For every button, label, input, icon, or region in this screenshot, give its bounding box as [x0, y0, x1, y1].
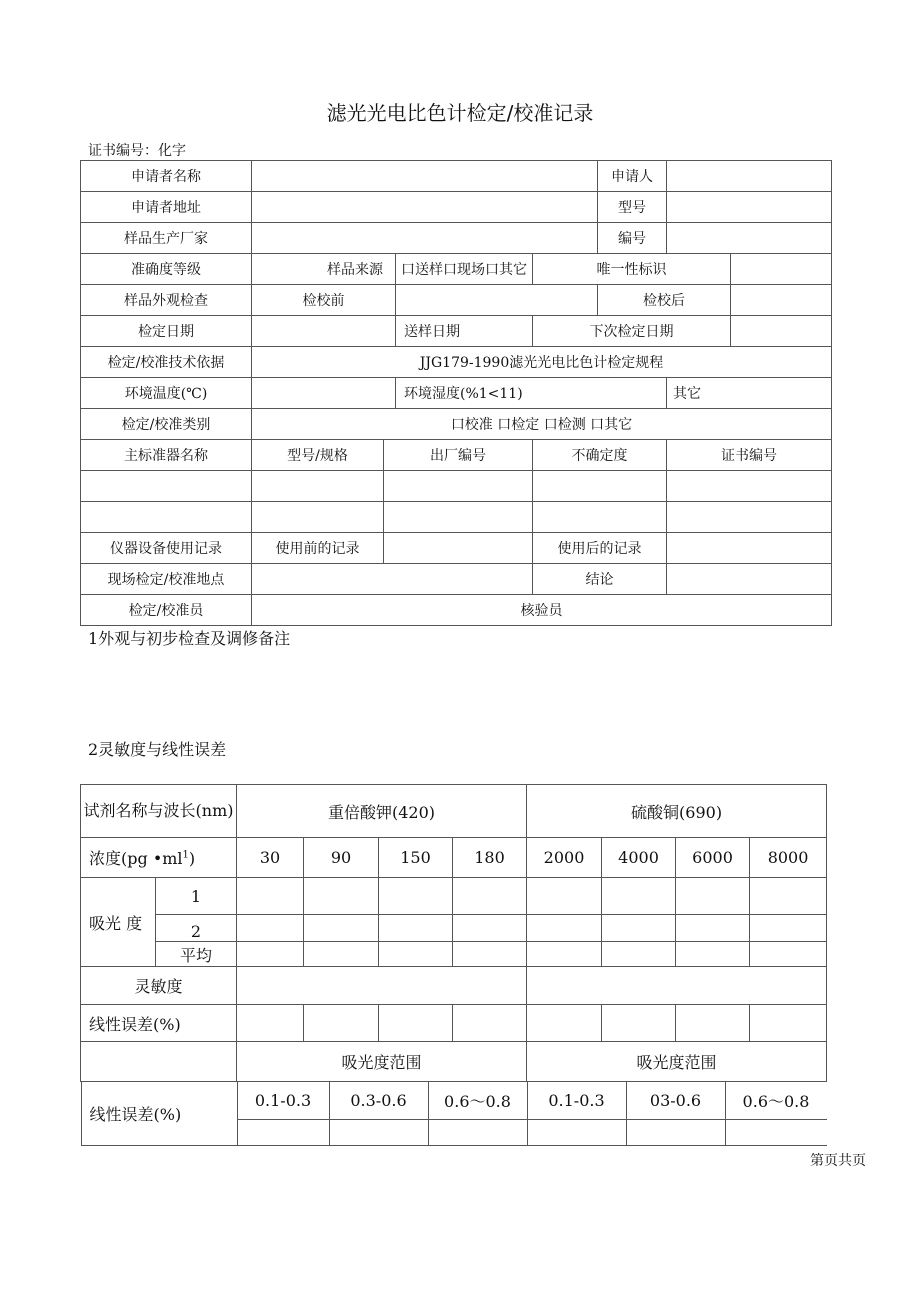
- manufacturer-label: 样品生产厂家: [81, 223, 252, 254]
- range-error-cell[interactable]: [725, 1119, 827, 1145]
- tech-basis-label: 检定/校准技术依据: [81, 347, 252, 378]
- absorbance-cell[interactable]: [237, 915, 304, 942]
- page-title: 滤光光电比色计检定/校准记录: [326, 101, 594, 125]
- next-date-label: 下次检定日期: [533, 316, 731, 347]
- other-label: 其它: [667, 378, 832, 409]
- concentration-value: 30: [237, 838, 304, 878]
- model-label: 型号: [598, 192, 667, 223]
- accuracy-class-label: 准确度等级: [81, 254, 252, 285]
- before-cal-field[interactable]: [396, 285, 598, 316]
- range-b-value: 03-0.6: [626, 1082, 725, 1119]
- model-field[interactable]: [667, 192, 832, 223]
- appearance-check-label: 样品外观检查: [81, 285, 252, 316]
- applicant-address-label: 申请者地址: [81, 192, 252, 223]
- site-location-label: 现场检定/校准地点: [81, 564, 252, 595]
- range-error-cell[interactable]: [626, 1119, 725, 1145]
- absorbance-cell[interactable]: [379, 878, 453, 915]
- before-use-field[interactable]: [384, 533, 533, 564]
- conclusion-label: 结论: [533, 564, 667, 595]
- concentration-value: 90: [304, 838, 379, 878]
- after-cal-label: 检校后: [598, 285, 731, 316]
- absorbance-cell[interactable]: [379, 942, 453, 967]
- concentration-value: 4000: [602, 838, 676, 878]
- range-a-value: 0.6〜0.8: [428, 1082, 527, 1119]
- range-error-cell[interactable]: [527, 1119, 626, 1145]
- absorbance-cell[interactable]: [527, 878, 602, 915]
- absorbance-cell[interactable]: [304, 915, 379, 942]
- env-humidity-label: 环境湿度(%1<11): [396, 378, 667, 409]
- verify-date-field[interactable]: [252, 316, 396, 347]
- sample-source-options[interactable]: 口送样口现场口其它: [396, 254, 533, 285]
- std-row-1-name[interactable]: [81, 471, 252, 502]
- std-row-2-model[interactable]: [252, 502, 384, 533]
- applicant-field[interactable]: [667, 161, 832, 192]
- std-row-2-uncertainty[interactable]: [533, 502, 667, 533]
- absorbance-cell[interactable]: [304, 942, 379, 967]
- sensitivity-a-field[interactable]: [237, 967, 527, 1005]
- reagent-a-label: 重倍酸钾(420): [237, 785, 527, 838]
- env-temp-field[interactable]: [252, 378, 396, 409]
- absorbance-cell[interactable]: [237, 942, 304, 967]
- linear-error-range-label: 线性误差(%): [81, 1082, 237, 1145]
- verify-date-label: 检定日期: [81, 316, 252, 347]
- applicant-name-field[interactable]: [252, 161, 598, 192]
- linear-error-cell[interactable]: [304, 1005, 379, 1042]
- absorbance-cell[interactable]: [750, 878, 827, 915]
- applicant-label: 申请人: [598, 161, 667, 192]
- sensitivity-b-field[interactable]: [527, 967, 827, 1005]
- absorbance-cell[interactable]: [527, 942, 602, 967]
- absorbance-cell[interactable]: [453, 878, 527, 915]
- reagent-b-label: 硫酸铜(690): [527, 785, 827, 838]
- site-location-field[interactable]: [252, 564, 533, 595]
- absorbance-cell[interactable]: [453, 915, 527, 942]
- std-cert-no-label: 证书编号: [667, 440, 832, 471]
- std-model-label: 型号/规格: [252, 440, 384, 471]
- std-row-1-model[interactable]: [252, 471, 384, 502]
- abs-range-a-label: 吸光度范围: [237, 1042, 527, 1082]
- range-b-value: 0.1-0.3: [527, 1082, 626, 1119]
- absorbance-cell[interactable]: [304, 878, 379, 915]
- std-name-label: 主标准器名称: [81, 440, 252, 471]
- absorbance-cell[interactable]: [676, 878, 750, 915]
- sensitivity-label: 灵敏度: [81, 967, 237, 1005]
- range-a-value: 0.3-0.6: [329, 1082, 428, 1119]
- absorbance-cell[interactable]: [676, 915, 750, 942]
- concentration-value: 180: [453, 838, 527, 878]
- section-1-heading: 1外观与初步检查及调修备注: [88, 629, 291, 648]
- std-row-1-uncertainty[interactable]: [533, 471, 667, 502]
- delivery-date-label: 送样日期: [396, 316, 533, 347]
- manufacturer-field[interactable]: [252, 223, 598, 254]
- cal-type-label: 检定/校准类别: [81, 409, 252, 440]
- applicant-name-label: 申请者名称: [81, 161, 252, 192]
- absorbance-row-2-label: 2: [156, 915, 237, 942]
- tech-basis-value: JJG179-1990滤光光电比色计检定规程: [252, 347, 832, 378]
- conclusion-field[interactable]: [667, 564, 832, 595]
- inspector-label: 检定/校准员: [81, 595, 252, 626]
- absorbance-cell[interactable]: [676, 942, 750, 967]
- absorbance-cell[interactable]: [750, 915, 827, 942]
- std-row-2-factory-no[interactable]: [384, 502, 533, 533]
- next-date-field[interactable]: [731, 316, 832, 347]
- std-factory-no-label: 出厂编号: [384, 440, 533, 471]
- absorbance-cell[interactable]: [602, 915, 676, 942]
- range-error-cell[interactable]: [329, 1119, 428, 1145]
- std-row-1-cert-no[interactable]: [667, 471, 832, 502]
- absorbance-row-1-label: 1: [156, 878, 237, 915]
- concentration-value: 6000: [676, 838, 750, 878]
- linear-error-cell[interactable]: [237, 1005, 304, 1042]
- unique-id-field[interactable]: [731, 254, 832, 285]
- applicant-address-field[interactable]: [252, 192, 598, 223]
- before-use-label: 使用前的记录: [252, 533, 384, 564]
- cal-type-options[interactable]: 口校准 口检定 口检测 口其它: [252, 409, 832, 440]
- after-use-field[interactable]: [667, 533, 832, 564]
- range-error-cell[interactable]: [428, 1119, 527, 1145]
- absorbance-cell[interactable]: [750, 942, 827, 967]
- std-row-1-factory-no[interactable]: [384, 471, 533, 502]
- reviewer-label: 核验员: [252, 595, 832, 626]
- unique-id-label: 唯一性标识: [533, 254, 731, 285]
- range-subtable: [81, 1082, 827, 1146]
- absorbance-label: 吸光 度: [81, 878, 156, 967]
- absorbance-cell[interactable]: [379, 915, 453, 942]
- linear-error-cell[interactable]: [676, 1005, 750, 1042]
- concentration-value: 150: [379, 838, 453, 878]
- absorbance-cell[interactable]: [602, 878, 676, 915]
- concentration-value: 8000: [750, 838, 827, 878]
- page-counter: 第页共页: [810, 1153, 866, 1169]
- range-a-value: 0.1-0.3: [237, 1082, 329, 1119]
- concentration-label: 浓度(pg $•ml^1$): [81, 838, 237, 878]
- linear-error-cell[interactable]: [379, 1005, 453, 1042]
- range-blank-cell: [81, 1042, 237, 1082]
- reagent-header: 试剂名称与波长(nm): [81, 785, 237, 838]
- std-uncertainty-label: 不确定度: [533, 440, 667, 471]
- linear-error-cell[interactable]: [527, 1005, 602, 1042]
- absorbance-avg-label: 平均: [156, 942, 237, 967]
- serial-no-field[interactable]: [667, 223, 832, 254]
- linear-error-cell[interactable]: [750, 1005, 827, 1042]
- sample-source-label: 样品来源: [252, 254, 396, 285]
- range-b-value: 0.6〜0.8: [725, 1082, 827, 1119]
- absorbance-cell[interactable]: [453, 942, 527, 967]
- range-error-cell[interactable]: [237, 1119, 329, 1145]
- linear-error-cell[interactable]: [602, 1005, 676, 1042]
- concentration-value: 2000: [527, 838, 602, 878]
- serial-no-label: 编号: [598, 223, 667, 254]
- section-2-heading: 2灵敏度与线性误差: [88, 740, 227, 759]
- usage-record-label: 仪器设备使用记录: [81, 533, 252, 564]
- std-row-2-name[interactable]: [81, 502, 252, 533]
- env-temp-label: 环境温度(℃): [81, 378, 252, 409]
- abs-range-b-label: 吸光度范围: [527, 1042, 827, 1082]
- absorbance-cell[interactable]: [602, 942, 676, 967]
- sensitivity-linearity-table: [80, 784, 827, 1146]
- absorbance-cell[interactable]: [237, 878, 304, 915]
- absorbance-cell[interactable]: [527, 915, 602, 942]
- record-info-table: [80, 160, 832, 626]
- certificate-number-label: 证书编号：化字: [88, 143, 186, 159]
- after-use-label: 使用后的记录: [533, 533, 667, 564]
- before-cal-label: 检校前: [252, 285, 396, 316]
- std-row-2-cert-no[interactable]: [667, 502, 832, 533]
- linear-error-label: 线性误差(%): [81, 1005, 237, 1042]
- linear-error-cell[interactable]: [453, 1005, 527, 1042]
- after-cal-field[interactable]: [731, 285, 832, 316]
